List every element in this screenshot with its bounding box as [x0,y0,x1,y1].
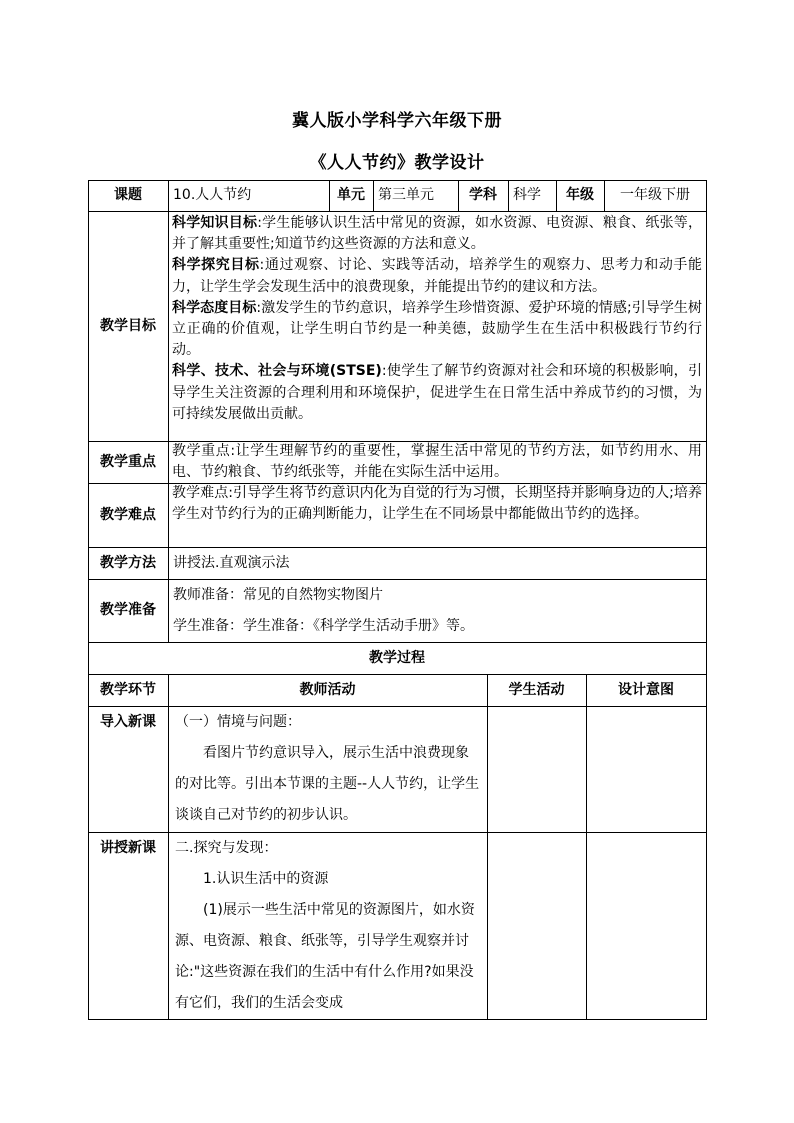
intro-line: 看图片节约意识导入，展示生活中浪费现象的对比等。引出本节课的主题--人人节约，让学生谈谈自己对节约的初步认识。 [175,745,480,823]
table-rule [706,180,707,1019]
method-label: 教学方法 [100,554,156,571]
column-header-stage: 教学环节 [100,681,156,698]
difficulties-label: 教学难点 [100,506,156,523]
grade-value: 一年级下册 [620,187,690,203]
unit-value: 第三单元 [378,187,434,203]
document-subtitle: 《人人节约》教学设计 [309,153,485,173]
column-header-teacher: 教师活动 [299,681,356,698]
grade-label: 年级 [566,187,594,203]
lesson-label: 课题 [114,187,142,203]
intro-teacher-activity [169,707,487,832]
objective-item [172,255,702,297]
difficulties-text: 教学难点:引导学生将节约意识内化为自觉的行为习惯，长期坚持并影响身边的人;培养学生对节约行为的正确判断能力，让学生在不同场景中都能做出节约的选择。 [172,485,702,523]
objective-item [172,298,702,362]
intro-label: 导入新课 [100,714,156,730]
preparation-teacher: 教师准备：常见的自然物实物图片 [173,586,383,603]
lecture-line: 二.探究与发现： [175,840,278,856]
table-rule [586,674,587,1019]
objectives-label: 教学目标 [100,317,156,334]
objective-heading: 科学、技术、社会与环境(STSE) [172,363,382,380]
key-points-text: 教学重点:让学生理解节约的重要性，掌握生活中常见的节约方法，如节约用水、用电、节约粮食、节约纸张等，并能在实际生活中运用。 [172,443,702,481]
subject-label: 学科 [469,187,497,203]
lesson-plan-table [88,180,707,1019]
preparation-label: 教学准备 [100,602,156,618]
objective-heading: 科学态度目标 [172,299,257,316]
column-header-student: 学生活动 [508,681,565,698]
preparation-student: 学生准备：学生准备：《科学学生活动手册》等。 [173,618,474,634]
lesson-value: 10.人人节约 [173,187,252,203]
objective-text: :激发学生的节约意识，培养学生珍惜资源、爱护环境的情感;引导学生树立正确的价值观，让学生明白节约是一种美德，鼓励学生在生活中积极践行节约行动。 [172,299,702,359]
key-points-label: 教学重点 [100,453,156,470]
table-rule [487,674,488,1019]
document-title: 冀人版小学科学六年级下册 [292,111,502,131]
column-header-intent: 设计意图 [618,681,674,698]
objective-item [172,361,702,425]
objective-text: :使学生了解节约资源对社会和环境的积极影响，引导学生关注资源的合理利用和环境保护，促进学生在日常生活中养成节约的习惯，为可持续发展做出贡献。 [172,363,702,422]
objective-text: :学生能够认识生活中常见的资源，如水资源、电资源、粮食、纸张等，并了解其重要性;知道节约这些资源的方法和意义。 [172,215,703,253]
lecture-line: 1.认识生活中的资源 [203,871,329,887]
process-title: 教学过程 [369,649,425,666]
objective-heading: 科学探究目标 [172,257,260,274]
objective-heading: 科学知识目标 [172,215,258,231]
objective-text: :通过观察、讨论、实践等活动，培养学生的观察力、思考力和动手能力，让学生学会发现生活中的浪费现象，并能提出节约的建议和方法。 [172,257,702,295]
intro-line: （一）情境与问题： [175,714,301,730]
unit-label: 单元 [337,187,365,203]
subject-value: 科学 [513,187,541,203]
lecture-teacher-activity [169,833,487,1019]
table-rule [88,1019,707,1020]
objective-item [172,213,702,255]
method-text: 讲授法.直观演示法 [173,554,290,571]
objectives-content [169,211,706,441]
lecture-line: (1)展示一些生活中常见的资源图片，如水资源、电资源、粮食、纸张等，引导学生观察并讨论:"这些资源在我们的生活中有什么作用?如果没有它们，我们的生活会变成 [175,902,475,1011]
lecture-label: 讲授新课 [100,840,156,856]
